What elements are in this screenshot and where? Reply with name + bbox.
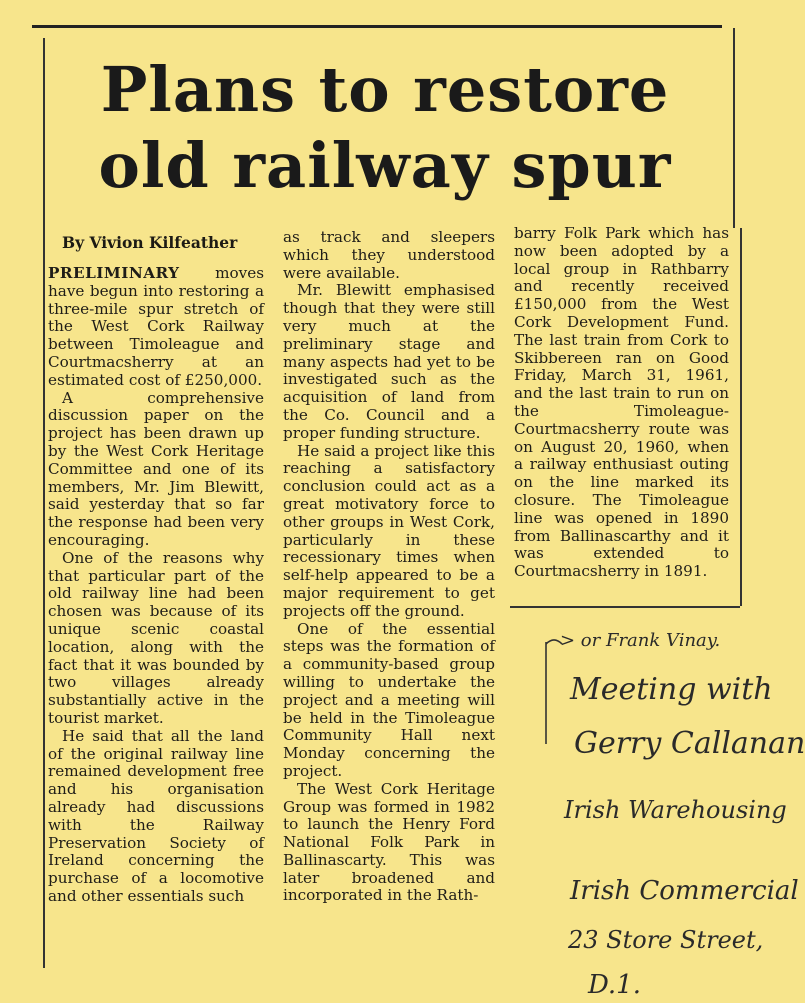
headline-line-2: old railway spur — [98, 129, 672, 202]
handwritten-note — [540, 620, 805, 1000]
note-line-7: D.1. — [588, 970, 641, 1000]
article-column-2 — [283, 229, 495, 905]
right-rule — [733, 28, 735, 228]
paragraph: One of the reasons why that particular part of the old railway line had been chosen was because of its unique scenic coastal location, along with the fact that it was bounded by two villages already substantially active in the tourist market. — [48, 548, 264, 727]
headline-line-1: Plans to restore — [100, 53, 670, 126]
paragraph: A comprehensive discussion paper on the project has been drawn up by the West Cork Heritage Committee and one of its members, Mr. Jim Blewitt, said yesterday that so far the response had been very encouraging. — [48, 388, 264, 549]
paragraph: Mr. Blewitt emphasised though that they were still very much at the preliminary stage and many aspects had yet to be investigated such as the acquisition of land from the Co. Council and a proper funding structure. — [283, 281, 495, 442]
note-bracket — [540, 634, 570, 754]
byline: By Vivion Kilfeather — [62, 233, 238, 252]
note-line-4: Irish Warehousing — [564, 796, 787, 824]
column-three-bottom-rule — [510, 606, 740, 608]
article-column-1 — [48, 265, 264, 906]
paragraph — [48, 265, 264, 390]
note-line-2: Meeting with — [570, 672, 773, 707]
lead-word: PRELIMINARY — [48, 264, 180, 282]
paragraph: He said a project like this reaching a satisfactory conclusion could act as a great motivatory force to other groups in West Cork, particularly in these recessionary times when self-help appeared to be a major requirement to get projects off the ground. — [283, 441, 495, 620]
paragraph: barry Folk Park which has now been adopted by a local group in Rathbarry and recently received £150,000 from the West Cork Development Fund. The last train from Cork to Skibbereen ran on Good Friday, March 31, 1961, and the last train to run on the Timoleague-Courtmacsherry route was on August 20, 1960, when a railway enthusiast outing on the line marked its closure. The Timoleague line was opened in 1890 from Ballinascarthy and it was extended to Courtmacsherry in 1891. — [514, 224, 729, 581]
article-headline — [60, 52, 710, 204]
paragraph: One of the essential steps was the formation of a community-based group willing to undertake the project and a meeting will be held in the Timoleague Community Hall next Monday concerning the project. — [283, 619, 495, 780]
paragraph: He said that all the land of the original railway line remained development free and his organisation already had discussions with the Railway Preservation Society of Ireland concerning the purchase of a locomotive and other essentials such — [48, 726, 264, 905]
paragraph-text: moves have begun into restoring a three-mile spur stretch of the West Cork Railway between Timoleague and Courtmacsherry at an estimated cost of £250,000. — [48, 264, 264, 389]
article-column-3 — [514, 225, 729, 581]
note-line-6: 23 Store Street, — [568, 926, 764, 954]
note-line-1: > or Frank Vinay. — [560, 630, 721, 651]
left-rule — [43, 38, 45, 968]
column-three-right-rule — [740, 228, 742, 606]
paragraph: as track and sleepers which they understood were available. — [283, 228, 495, 282]
note-line-3: Gerry Callanan — [574, 726, 805, 761]
note-line-5: Irish Commercial — [570, 876, 799, 906]
paragraph: The West Cork Heritage Group was formed in 1982 to launch the Henry Ford National Folk Park in Ballinascarty. This was later broadened and incorporated in the Rath- — [283, 779, 495, 905]
top-rule — [32, 25, 722, 28]
